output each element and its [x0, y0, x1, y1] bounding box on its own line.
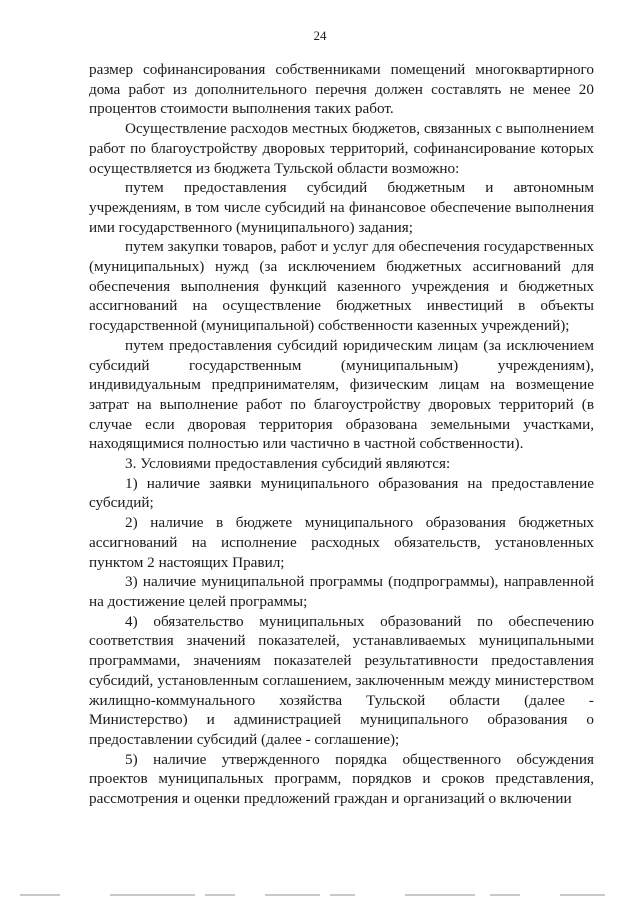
paragraph-subsidies-legal-entities: путем предоставления субсидий юридическим лицам (за исключением субсидий государственным (муниципальным) учреждениям), индивидуальным предпринимателям, физическим лицам на возмещение затрат на выполнение работ по благоустройству дворовых территорий (в случае если дворовая территория образована земельными участками, находящимися полностью или частично в частной собственности).	[89, 336, 594, 453]
paragraph-cofinancing-share: размер софинансирования собственниками помещений многоквартирного дома работ из дополнительного перечня должен составлять не менее 20 процентов стоимости выполнения таких работ.	[89, 61, 594, 118]
paragraph-condition-4: 4) обязательство муниципальных образований по обеспечению соответствия значений показателей, устанавливаемых муниципальными программами, значениям показателей результативности предоставления субсидий, установленным соглашением, заключенным между министерством жилищно-коммунального хозяйства Тульской области (далее - Министерство) и администрацией муниципального образования о предоставлении субсидий (далее - соглашение);	[89, 612, 594, 748]
paragraph-local-budget-expenses: Осуществление расходов местных бюджетов, связанных с выполнением работ по благоустройству дворовых территорий, софинансирование которых осуществляется из бюджета Тульской области возможно:	[89, 120, 594, 177]
document-body	[89, 60, 594, 809]
paragraph-condition-3: 3) наличие муниципальной программы (подпрограммы), направленной на достижение целей программы;	[89, 573, 594, 610]
paragraph-procurement: путем закупки товаров, работ и услуг для обеспечения государственных (муниципальных) нужд (за исключением бюджетных ассигнований для обеспечения выполнения функций казенного учреждения и бюджетных ассигнований на осуществление бюджетных инвестиций в объекты государственной (муниципальной) собственности казенных учреждений);	[89, 238, 594, 335]
page-number: 24	[313, 28, 327, 43]
paragraph-condition-1: 1) наличие заявки муниципального образования на предоставление субсидий;	[89, 474, 594, 512]
scan-edge-artifacts	[0, 892, 640, 898]
paragraph-subsidies-institutions: путем предоставления субсидий бюджетным и автономным учреждениям, в том числе субсидий на финансовое обеспечение выполнения ими государственного (муниципального) задания;	[89, 179, 594, 236]
paragraph-condition-2: 2) наличие в бюджете муниципального образования бюджетных ассигнований на исполнение расходных обязательств, установленных пунктом 2 настоящих Правил;	[89, 514, 594, 571]
paragraph-condition-5: 5) наличие утвержденного порядка общественного обсуждения проектов муниципальных программ, порядков и сроков представления, рассмотрения и оценки предложений граждан и организаций о включении	[89, 750, 594, 808]
paragraph-conditions-heading: 3. Условиями предоставления субсидий являются:	[125, 455, 451, 473]
